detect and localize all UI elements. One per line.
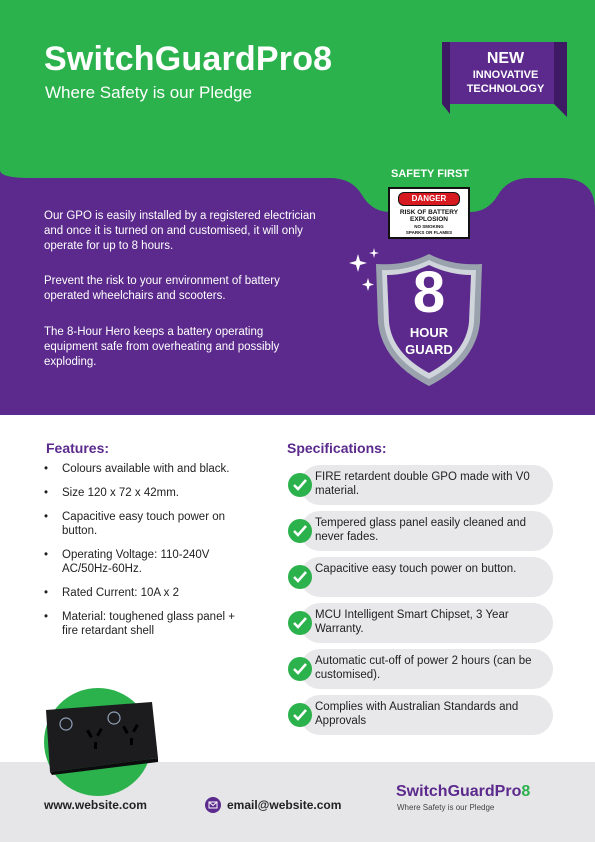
gpo-product-image (40, 700, 160, 775)
check-circle-icon (288, 473, 312, 497)
sign-text-3: NO SMOKING (414, 224, 444, 229)
features-list (44, 462, 254, 648)
spec-text: MCU Intelligent Smart Chipset, 3 Year Warranty. (315, 609, 509, 635)
intro-paragraph-2: Prevent the risk to your environment of battery operated wheelchairs and scooters. (44, 275, 280, 302)
badge-technology-text: TECHNOLOGY (466, 83, 545, 95)
sign-text-1: RISK OF BATTERY (399, 209, 459, 216)
danger-label: DANGER (398, 192, 460, 206)
footer-tagline: Where Safety is our Pledge (397, 803, 495, 812)
shield-guard-text: GUARD (405, 342, 453, 357)
specifications-title: Specifications: (287, 440, 387, 456)
spec-text: Automatic cut-off of power 2 hours (can be customised). (315, 655, 532, 681)
spec-item (288, 557, 553, 597)
footer-brand-number: 8 (521, 783, 531, 800)
features-title: Features: (46, 440, 110, 456)
footer-brand-name: SwitchGuardPro (396, 783, 522, 800)
website-link[interactable]: www.website.com (44, 798, 147, 812)
sign-text-2: EXPLOSION (410, 216, 448, 223)
footer-brand-logo (396, 783, 530, 801)
check-circle-icon (288, 703, 312, 727)
spec-item (288, 603, 553, 643)
badge-innovative-text: INNOVATIVE (472, 69, 539, 81)
safety-first-heading: SAFETY FIRST (390, 168, 470, 180)
check-circle-icon (288, 657, 312, 681)
spec-text: Capacitive easy touch power on button. (315, 563, 517, 575)
check-circle-icon (288, 565, 312, 589)
shield-number: 8 (412, 260, 446, 325)
spec-text: Tempered glass panel easily cleaned and never fades. (315, 517, 526, 543)
check-circle-icon (288, 519, 312, 543)
spec-item (288, 695, 553, 735)
brand-tagline: Where Safety is our Pledge (45, 83, 252, 102)
shield-hour-text: HOUR (409, 325, 449, 340)
email-link[interactable]: email@website.com (227, 798, 342, 812)
feature-item: • Size 120 x 72 x 42mm. (44, 486, 254, 500)
feature-item: • Material: toughened glass panel + fire retardant shell (44, 610, 254, 638)
spec-item (288, 649, 553, 689)
spec-text: Complies with Australian Standards and Approvals (315, 701, 519, 727)
check-circle-icon (288, 611, 312, 635)
badge-new-text: NEW (486, 50, 525, 67)
mail-icon (205, 797, 221, 813)
spec-item (288, 511, 553, 551)
feature-item: • Operating Voltage: 110-240V AC/50Hz-60Hz. (44, 548, 254, 576)
sign-text-4: SPARKS OR FLAMES (405, 230, 453, 235)
intro-paragraph-1: Our GPO is easily installed by a registered electrician and once it is turned on and customised, it will only operate for up to 8 hours. (44, 210, 316, 252)
feature-item: • Rated Current: 10A x 2 (44, 586, 254, 600)
feature-item: • Colours available with and black. (44, 462, 254, 476)
feature-item: • Capacitive easy touch power on button. (44, 510, 254, 538)
spec-text: FIRE retardent double GPO made with V0 material. (315, 471, 530, 497)
spec-item (288, 465, 553, 505)
brand-title: SwitchGuardPro8 (44, 40, 333, 78)
danger-sign (388, 187, 470, 239)
purple-band-bottom-curve (0, 380, 595, 420)
intro-paragraph-3: The 8-Hour Hero keeps a battery operating equipment safe from overheating and possibly exploding. (44, 326, 280, 368)
